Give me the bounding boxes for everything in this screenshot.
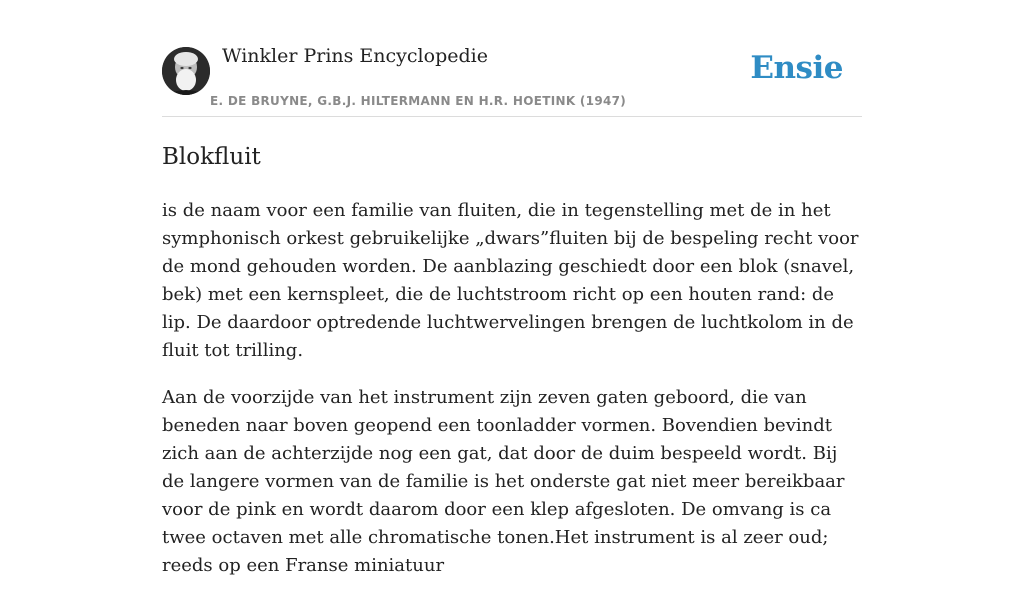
ensie-logo[interactable]: Ensie: [750, 50, 843, 86]
source-title[interactable]: Winkler Prins Encyclopedie: [222, 45, 488, 67]
author-portrait-icon: [162, 47, 210, 95]
source-authors: E. DE BRUYNE, G.B.J. HILTERMANN EN H.R. HOETINK (1947): [210, 94, 627, 108]
article-page: [162, 0, 862, 599]
article-body: [162, 197, 862, 580]
source-header: [162, 0, 862, 117]
article-paragraph: Aan de voorzijde van het instrument zijn zeven gaten geboord, die van beneden naar boven geopend een toonladder vormen. Bovendien bevindt zich aan de achterzijde nog een gat, dat door de duim bespeeld wordt. Bij de langere vormen van de familie is het onderste gat niet meer bereikbaar voor de pink en wordt daarom door een klep afgesloten. De omvang is ca twee octaven met alle chromatische tonen.Het instrument is al zeer oud; reeds op een Franse miniatuur: [162, 387, 845, 576]
article-title: Blokfluit: [162, 144, 261, 170]
author-avatar[interactable]: [162, 47, 210, 95]
article-paragraph: is de naam voor een familie van fluiten, die in tegenstelling met de in het symphonisch orkest gebruikelijke „dwars”fluiten bij de bespeling recht voor de mond gehouden worden. De aanblazing geschiedt door een blok (snavel, bek) met een kernspleet, die de luchtstroom richt op een houten rand: de lip. De daardoor optredende luchtwervelingen brengen de luchtkolom in de fluit tot trilling.: [162, 200, 859, 361]
